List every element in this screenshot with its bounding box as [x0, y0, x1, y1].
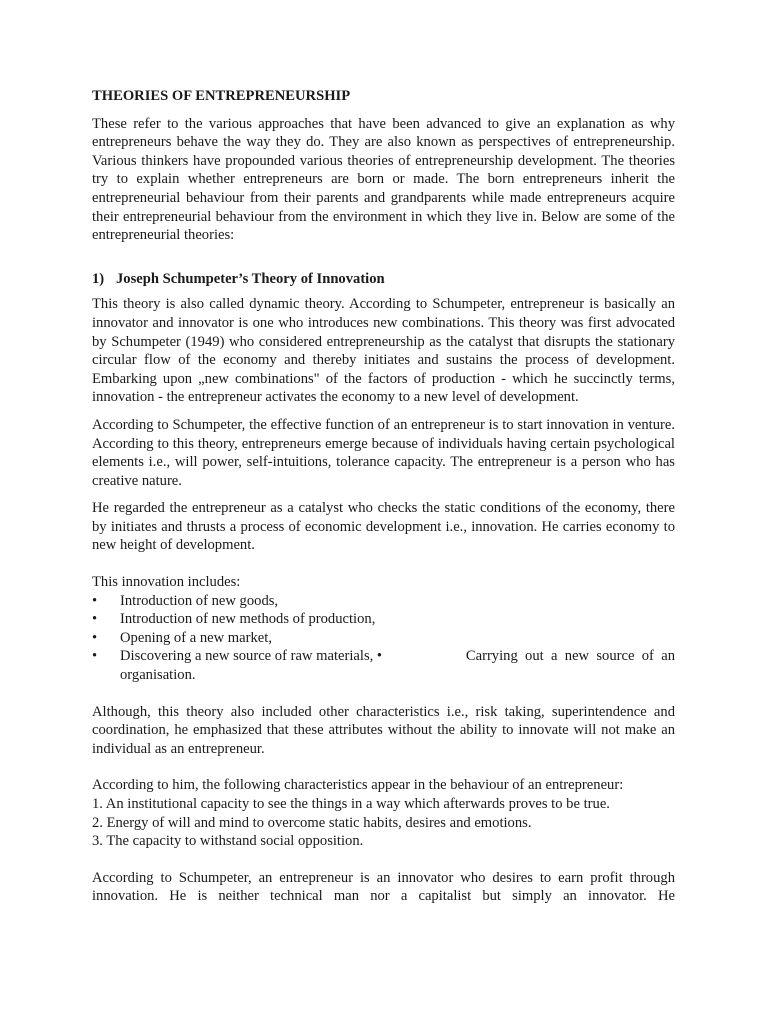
list-item	[92, 647, 675, 684]
list-item-continuation: organisation.	[120, 667, 196, 684]
list-item-text: Introduction of new goods,	[120, 592, 279, 609]
list-item	[92, 610, 675, 629]
characteristic-item: 1. An institutional capacity to see the things in a way which afterwards proves to be true.	[92, 796, 610, 812]
innovation-list	[92, 592, 675, 685]
intro-paragraph: These refer to the various approaches that have been advanced to give an explanation as why entrepreneurs behave the way they do. They are also known as perspectives of entrepreneurship. Various thinkers have propounded various theories of entrepreneurship development. The theories try to explain whether entrepreneurs are born or made. The born entrepreneurs inherit the entrepreneurial behaviour from their parents and grandparents while made entrepreneurs acquire their entrepreneurial behaviour from the environment in which they live in. Below are some of the entrepreneurial theories:	[92, 115, 675, 244]
list-item-text: Introduction of new methods of production,	[120, 611, 376, 628]
bullet-glyph: •	[92, 629, 98, 646]
bullet-glyph: •	[92, 592, 98, 609]
list-item	[92, 592, 675, 611]
list-item-text: Discovering a new source of raw materials, •	[120, 648, 383, 665]
characteristic-item: 3. The capacity to withstand social opposition.	[92, 833, 364, 850]
section-title: Joseph Schumpeter’s Theory of Innovation	[116, 270, 385, 287]
document-page	[92, 87, 675, 915]
list-item	[92, 629, 675, 648]
list-item-text: Carrying out a new source of an	[465, 648, 675, 665]
list-item-text: Opening of a new market,	[120, 629, 272, 646]
characteristic-item: 2. Energy of will and mind to overcome static habits, desires and emotions.	[92, 814, 532, 831]
characteristics-intro: According to him, the following characteristics appear in the behaviour of an entrepreneur:	[92, 777, 624, 794]
section-paragraph-5: According to Schumpeter, an entrepreneur is an innovator who desires to earn profit through innovation. He is neither technical man nor a capitalist but simply an innovator. He	[92, 869, 675, 905]
characteristics-block	[92, 776, 675, 850]
document-title: THEORIES OF ENTREPRENEURSHIP	[92, 88, 351, 104]
section-paragraph-4: Although, this theory also included other characteristics i.e., risk taking, superintendence and coordination, he emphasized that these attributes without the ability to innovate will not make an individual as an entrepreneur.	[92, 703, 675, 757]
innovation-intro: This innovation includes:	[92, 574, 241, 591]
list-item-combined-line	[120, 647, 675, 666]
section-paragraph-2: According to Schumpeter, the effective function of an entrepreneur is to start innovation in venture. According to this theory, entrepreneurs emerge because of individuals having certain psychological elements i.e., will power, self-intuitions, tolerance capacity. The entrepreneur is a person who has creative nature.	[92, 416, 675, 489]
section-number: 1)	[92, 270, 105, 287]
section-heading	[92, 270, 675, 289]
bullet-glyph: •	[92, 648, 98, 665]
section-paragraph-1: This theory is also called dynamic theory. According to Schumpeter, entrepreneur is basically an innovator and innovator is one who introduces new combinations. This theory was first advocated by Schumpeter (1949) who considered entrepreneurship as the catalyst that disrupts the stationary circular flow of the economy and thereby initiates and sustains the process of development. Embarking upon „new combinations" of the factors of production - which he succinctly terms, innovation - the entrepreneur activates the economy to a new level of development.	[92, 296, 675, 406]
section-paragraph-3: He regarded the entrepreneur as a catalyst who checks the static conditions of the economy, there by initiates and thrusts a process of economic development i.e., innovation. He carries economy to new height of development.	[92, 500, 675, 554]
bullet-glyph: •	[92, 611, 98, 628]
